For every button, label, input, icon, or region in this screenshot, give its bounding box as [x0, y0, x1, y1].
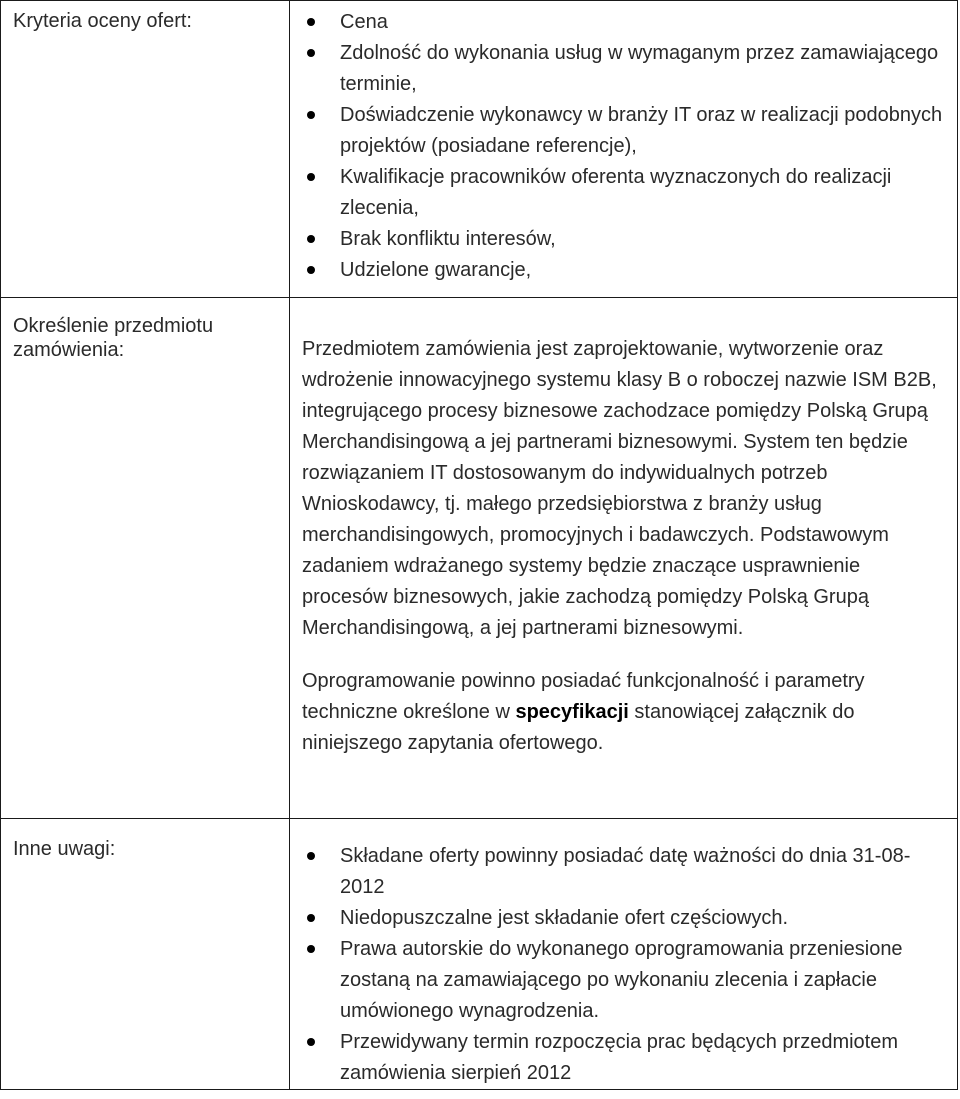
- subject-label-cell: [1, 298, 290, 819]
- bullet-icon: [307, 914, 315, 922]
- bullet-icon: [307, 266, 315, 274]
- notes-label-cell: [1, 819, 290, 1090]
- notes-list: [290, 819, 957, 1089]
- subject-label: Określenie przedmiotu zamówienia:: [13, 315, 214, 361]
- list-item: Cena: [340, 7, 949, 38]
- list-item: Prawa autorskie do wykonanego oprogramowania przeniesione zostaną na zamawiającego po wykonaniu zlecenia i zapłacie umówionego wynagrodzenia.: [340, 934, 949, 1027]
- bullet-icon: [307, 852, 315, 860]
- list-item: Brak konfliktu interesów,: [340, 224, 949, 255]
- bullet-icon: [307, 1038, 315, 1046]
- criteria-label: Kryteria oceny ofert:: [13, 10, 192, 32]
- criteria-content-cell: [290, 1, 958, 298]
- criteria-label-cell: [1, 1, 290, 298]
- subject-description: Przedmiotem zamówienia jest zaprojektowanie, wytworzenie oraz wdrożenie innowacyjnego systemu klasy B o roboczej nazwie ISM B2B, integrującego procesy biznesowe zachodzace pomiędzy Polską Grupą Merchandisingową a jej partnerami biznesowymi. System ten będzie rozwiązaniem IT dostosowanym do indywidualnych potrzeb Wnioskodawcy, tj. małego przedsiębiorstwa z branży usług merchandisingowych, promocyjnych i badawczych. Podstawowym zadaniem wdrażanego systemy będzie znaczące usprawnienie procesów biznesowych, jakie zachodzą pomiędzy Polską Grupą Merchandisingową, a jej partnerami biznesowymi.: [302, 338, 937, 639]
- notes-content-cell: [290, 819, 958, 1090]
- list-item: Niedopuszczalne jest składanie ofert częściowych.: [340, 903, 949, 934]
- list-item: Składane oferty powinny posiadać datę ważności do dnia 31-08-2012: [340, 841, 949, 903]
- bullet-icon: [307, 235, 315, 243]
- bullet-icon: [307, 173, 315, 181]
- bullet-icon: [307, 945, 315, 953]
- notes-label: Inne uwagi:: [13, 838, 116, 860]
- subject-content-cell: [290, 298, 958, 819]
- criteria-list: [290, 1, 957, 286]
- bullet-icon: [307, 49, 315, 57]
- notes-row: [1, 819, 958, 1090]
- specification-term: specyfikacji: [515, 701, 629, 723]
- list-item: Przewidywany termin rozpoczęcia prac będących przedmiotem zamówienia sierpień 2012: [340, 1027, 949, 1089]
- software-requirements: Oprogramowanie powinno posiadać funkcjonalność i parametry techniczne określone w specyfikacji stanowiącej załącznik do niniejszego zapytania ofertowego.: [302, 670, 865, 754]
- criteria-row: [1, 1, 958, 298]
- list-item: Zdolność do wykonania usług w wymaganym przez zamawiającego terminie,: [340, 38, 949, 100]
- bullet-icon: [307, 18, 315, 26]
- subject-row: [1, 298, 958, 819]
- bullet-icon: [307, 111, 315, 119]
- list-item: Udzielone gwarancje,: [340, 255, 949, 286]
- list-item: Doświadczenie wykonawcy w branży IT oraz w realizacji podobnych projektów (posiadane referencje),: [340, 100, 949, 162]
- list-item: Kwalifikacje pracowników oferenta wyznaczonych do realizacji zlecenia,: [340, 162, 949, 224]
